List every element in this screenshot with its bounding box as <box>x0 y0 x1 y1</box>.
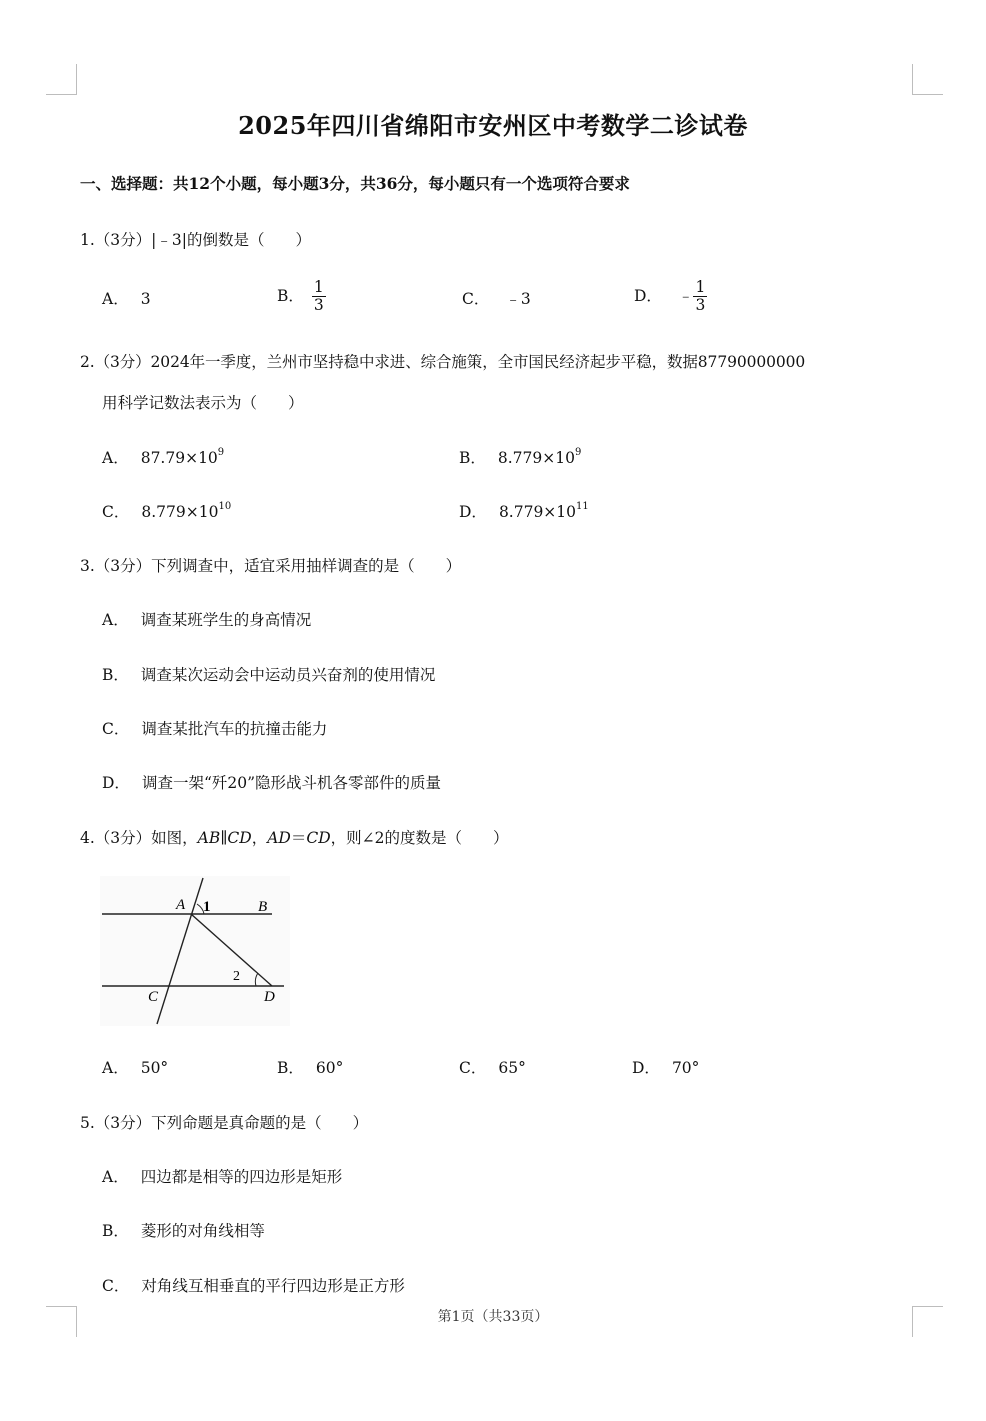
crop-mark-top-right <box>912 64 943 95</box>
crop-mark-top-left <box>46 64 77 95</box>
q3-option-d: D． 调查一架“歼20”隐形战斗机各零部件的质量 <box>102 774 442 792</box>
q5-option-c: C． 对角线互相垂直的平行四边形是正方形 <box>102 1277 405 1295</box>
point-b-label: B <box>258 899 268 915</box>
geometry-figure <box>100 876 290 1026</box>
q1-option-c: C． ﹣3 <box>462 290 531 308</box>
q3-option-a: A． 调查某班学生的身高情况 <box>102 611 312 629</box>
page-footer: 第1页（共33页） <box>437 1309 549 1325</box>
fraction: $\frac{1}{3}$ <box>313 278 324 314</box>
question-3-stem: 3.（3分）下列调查中，适宜采用抽样调查的是（ ） <box>80 557 462 575</box>
point-c-label: C <box>148 989 159 1005</box>
q5-option-a: A． 四边都是相等的四边形是矩形 <box>102 1168 343 1186</box>
q2-option-a: A． $87.79\times 10^9$ <box>102 446 225 467</box>
q3-option-b: B． 调查某次运动会中运动员兴奋剂的使用情况 <box>102 666 436 684</box>
q1-option-a: A． 3 <box>102 290 151 308</box>
page-title: 2025年四川省绵阳市安州区中考数学二诊试卷 <box>238 111 748 140</box>
angle-1-label: 1 <box>203 899 211 915</box>
question-2-stem: 2.（3分）2024年一季度，兰州市坚持稳中求进、综合施策，全市国民经济起步平稳，数据87790000000 <box>80 353 806 371</box>
q3-option-c: C． 调查某批汽车的抗撞击能力 <box>102 720 328 738</box>
q4-option-d: D． 70° <box>632 1059 700 1077</box>
question-1-stem: 1.（3分）|﹣3|的倒数是（ ） <box>80 231 311 249</box>
section-heading: 一、选择题：共12个小题，每小题3分，共36分，每小题只有一个选项符合要求 <box>80 174 630 193</box>
fraction: $\frac{1}{3}$ <box>695 278 706 314</box>
q2-option-b: B． $8.779\times 10^9$ <box>459 446 582 467</box>
q4-option-b: B． 60° <box>277 1059 344 1077</box>
point-d-label: D <box>264 989 275 1005</box>
q2-option-c: C． $8.779\times 10^{10}$ <box>102 500 232 521</box>
q4-option-a: A． 50° <box>102 1059 169 1077</box>
angle-2-label: 2 <box>233 969 240 984</box>
q2-option-d: D． $8.779\times 10^{11}$ <box>459 500 589 521</box>
point-a-label: A <box>176 897 186 913</box>
question-2-stem-cont: 用科学记数法表示为（ ） <box>102 394 304 412</box>
q1-option-b: B． $\frac{1}{3}$ <box>277 278 324 314</box>
question-4-stem: 4.（3分）如图，AB∥CD，AD＝CD，则∠2的度数是（ ） <box>80 829 509 847</box>
question-5-stem: 5.（3分）下列命题是真命题的是（ ） <box>80 1114 369 1132</box>
q5-option-b: B． 菱形的对角线相等 <box>102 1222 265 1240</box>
q4-option-c: C． 65° <box>459 1059 526 1077</box>
q1-option-d: D． ﹣ $\frac{1}{3}$ <box>634 278 706 314</box>
